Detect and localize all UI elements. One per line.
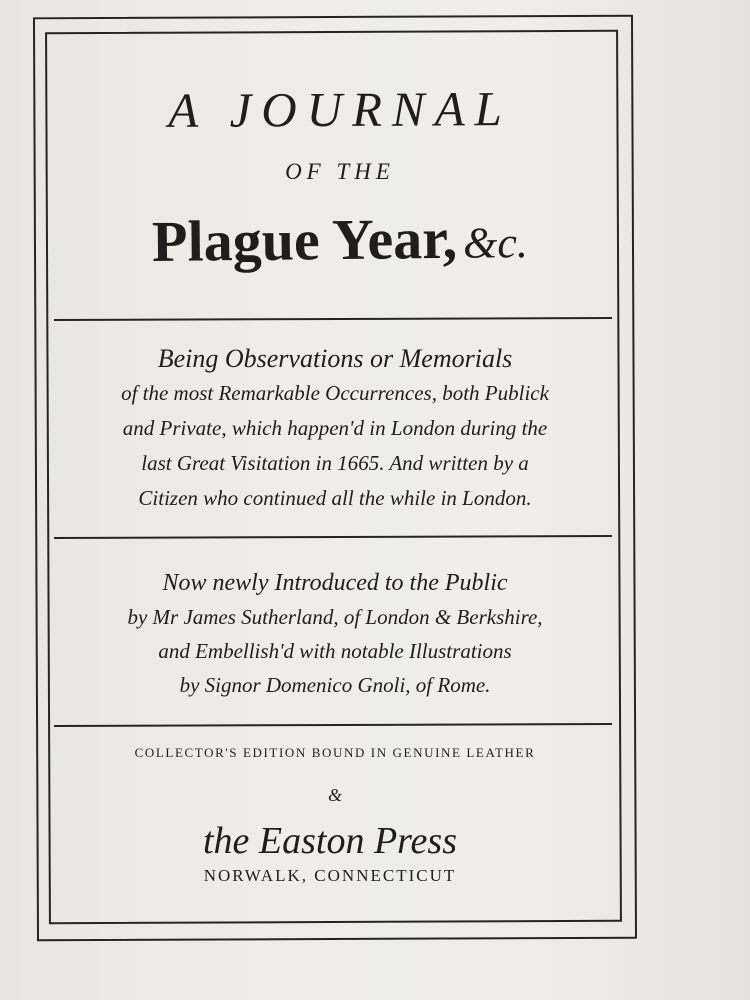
edition-statement: COLLECTOR'S EDITION BOUND IN GENUINE LEATHER — [134, 745, 536, 760]
title-line-plague-year — [80, 202, 601, 282]
introduction-line: by Mr James Sutherland, of London & Berkshire, — [127, 605, 543, 629]
title-line-of-the: OF THE — [285, 159, 395, 184]
title-line-journal: A JOURNAL — [168, 81, 512, 138]
publisher-location: NORWALK, CONNECTICUT — [203, 866, 457, 885]
description-line: of the most Remarkable Occurrences, both Publick — [121, 381, 549, 405]
description-line: and Private, which happen'd in London during the — [122, 416, 548, 440]
description-paragraph — [55, 341, 615, 516]
description-line: Citizen who continued all the while in London. — [138, 486, 532, 510]
description-line: Being Observations or Memorials — [157, 344, 513, 373]
description-line: last Great Visitation in 1665. And written by a — [141, 451, 529, 475]
introduction-line: Now newly Introduced to the Public — [162, 570, 508, 596]
publisher-logo: the Easton Press — [202, 820, 457, 862]
introduction-line: by Signor Domenico Gnoli, of Rome. — [179, 673, 491, 697]
title-etc-text: &c. — [462, 218, 529, 268]
introduction-line: and Embellish'd with notable Illustrations — [158, 639, 512, 663]
ampersand-ornament-icon: & — [327, 785, 342, 805]
title-plague-year-text: Plague Year, — [151, 205, 458, 274]
introduction-paragraph — [55, 566, 615, 702]
